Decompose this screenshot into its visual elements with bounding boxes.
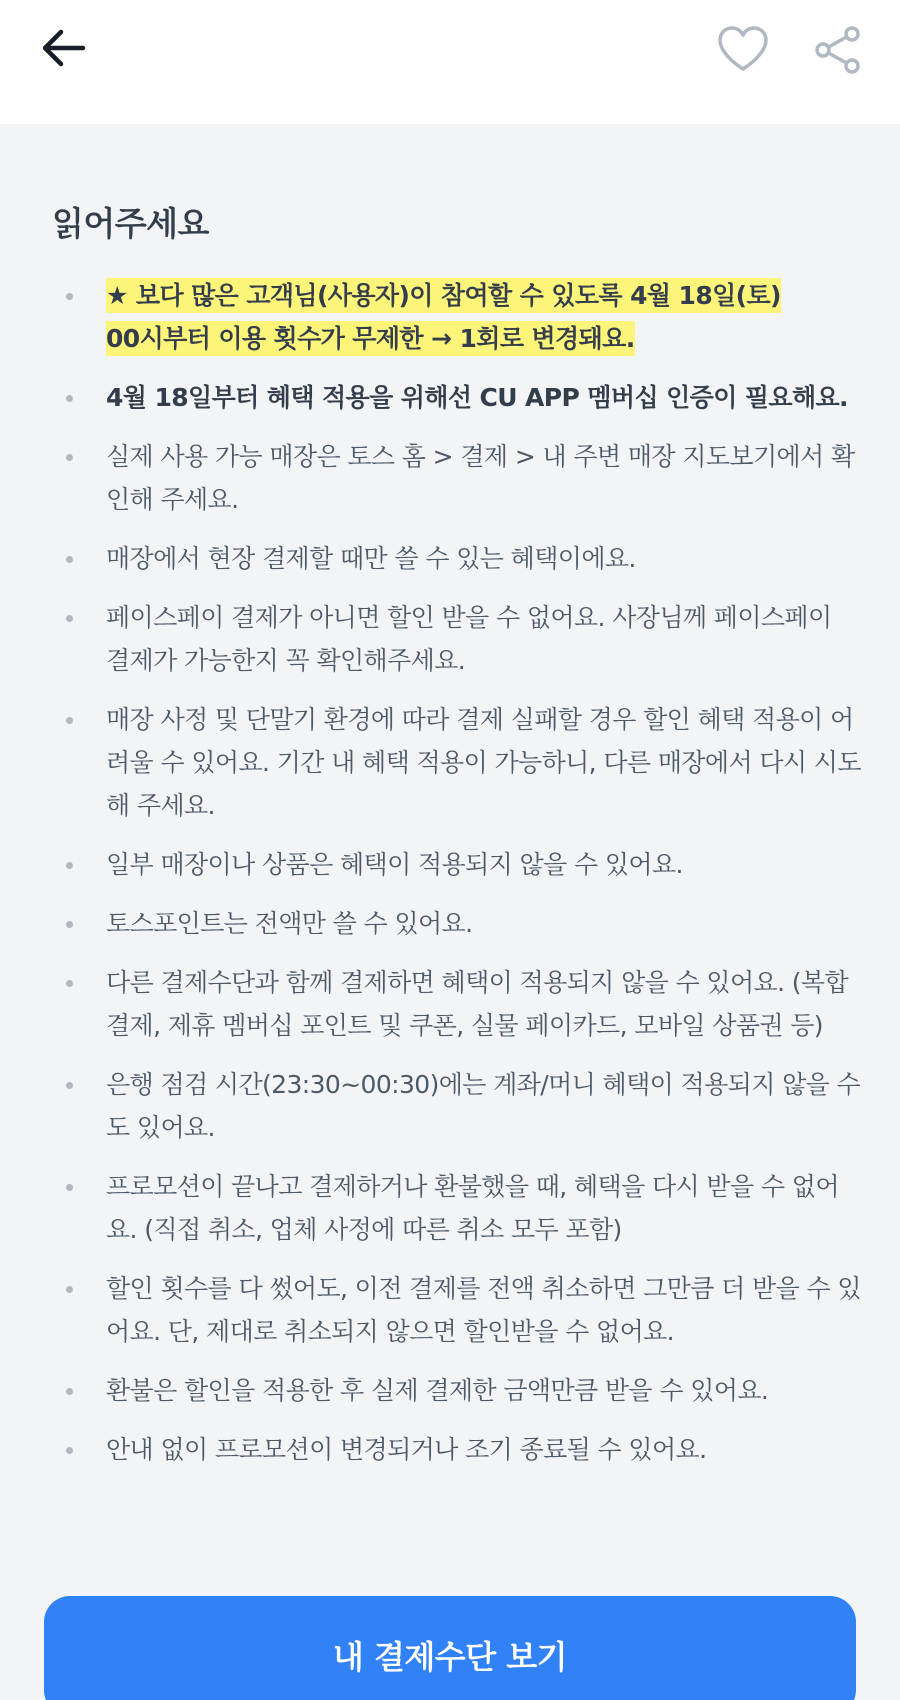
item-text: 4월 18일부터 혜택 적용을 위해선 CU APP 멤버십 인증이 필요해요. bbox=[106, 383, 848, 412]
list-item bbox=[52, 1428, 862, 1471]
bullet bbox=[66, 862, 73, 869]
bullet bbox=[66, 395, 73, 402]
bullet bbox=[66, 556, 73, 563]
bullet bbox=[66, 1184, 73, 1191]
notice-title: 읽어주세요 bbox=[52, 204, 209, 243]
item-text: 프로모션이 끝나고 결제하거나 환불했을 때, 혜택을 다시 받을 수 없어요. (직접 취소, 업체 사정에 따른 취소 모두 포함) bbox=[106, 1172, 839, 1244]
share-button[interactable] bbox=[806, 18, 870, 82]
bullet bbox=[66, 1082, 73, 1089]
list-item bbox=[52, 435, 862, 521]
list-item bbox=[52, 596, 862, 682]
list-item bbox=[52, 843, 862, 886]
bullet bbox=[66, 980, 73, 987]
item-text: 실제 사용 가능 매장은 토스 홈 > 결제 > 내 주변 매장 지도보기에서 확인해 주세요. bbox=[106, 442, 855, 514]
notice-list bbox=[52, 274, 862, 1487]
list-item bbox=[52, 1063, 862, 1149]
bullet bbox=[66, 1286, 73, 1293]
item-text: 안내 없이 프로모션이 변경되거나 조기 종료될 수 있어요. bbox=[106, 1435, 707, 1464]
bullet bbox=[66, 717, 73, 724]
bullet bbox=[66, 1447, 73, 1454]
bullet bbox=[66, 454, 73, 461]
list-item bbox=[52, 902, 862, 945]
item-text: 환불은 할인을 적용한 후 실제 결제한 금액만큼 받을 수 있어요. bbox=[106, 1376, 769, 1405]
list-item bbox=[52, 1267, 862, 1353]
item-text: 매장에서 현장 결제할 때만 쓸 수 있는 혜택이에요. bbox=[106, 544, 636, 573]
star-icon: ★ bbox=[106, 281, 128, 310]
share-icon bbox=[814, 25, 862, 75]
notice-section bbox=[0, 124, 900, 1574]
item-text: 일부 매장이나 상품은 혜택이 적용되지 않을 수 있어요. bbox=[106, 850, 683, 879]
top-app-bar bbox=[0, 0, 900, 124]
back-button[interactable] bbox=[30, 18, 96, 78]
arrow-left-icon bbox=[39, 28, 87, 68]
bullet bbox=[66, 1388, 73, 1395]
item-text: 매장 사정 및 단말기 환경에 따라 결제 실패할 경우 할인 혜택 적용이 어려울 수 있어요. 기간 내 혜택 적용이 가능하니, 다른 매장에서 다시 시도해 주세요. bbox=[106, 705, 861, 820]
list-item bbox=[52, 961, 862, 1047]
item-text: 할인 횟수를 다 썼어도, 이전 결제를 전액 취소하면 그만큼 더 받을 수 있어요. 단, 제대로 취소되지 않으면 할인받을 수 없어요. bbox=[106, 1274, 861, 1346]
bullet bbox=[66, 921, 73, 928]
item-text: 은행 점검 시간(23:30~00:30)에는 계좌/머니 혜택이 적용되지 않을 수도 있어요. bbox=[106, 1070, 861, 1142]
highlighted-text: 00시부터 이용 횟수가 무제한 → 1회로 변경돼요. bbox=[106, 321, 635, 356]
bullet bbox=[66, 615, 73, 622]
list-item bbox=[52, 698, 862, 827]
list-item bbox=[52, 1165, 862, 1251]
item-text: 다른 결제수단과 함께 결제하면 혜택이 적용되지 않을 수 있어요. (복합결제, 제휴 멤버십 포인트 및 쿠폰, 실물 페이카드, 모바일 상품권 등) bbox=[106, 968, 849, 1040]
heart-icon bbox=[716, 25, 770, 73]
item-text: 페이스페이 결제가 아니면 할인 받을 수 없어요. 사장님께 페이스페이 결제가 가능한지 꼭 확인해주세요. bbox=[106, 603, 832, 675]
list-item bbox=[52, 274, 862, 360]
favorite-button[interactable] bbox=[710, 16, 776, 82]
list-item bbox=[52, 537, 862, 580]
view-payment-methods-button[interactable]: 내 결제수단 보기 bbox=[44, 1596, 856, 1700]
item-text: 토스포인트는 전액만 쓸 수 있어요. bbox=[106, 909, 473, 938]
list-item bbox=[52, 1369, 862, 1412]
bullet bbox=[66, 293, 73, 300]
list-item bbox=[52, 376, 862, 419]
highlighted-text: ★ 보다 많은 고객님(사용자)이 참여할 수 있도록 4월 18일(토) bbox=[106, 278, 781, 313]
